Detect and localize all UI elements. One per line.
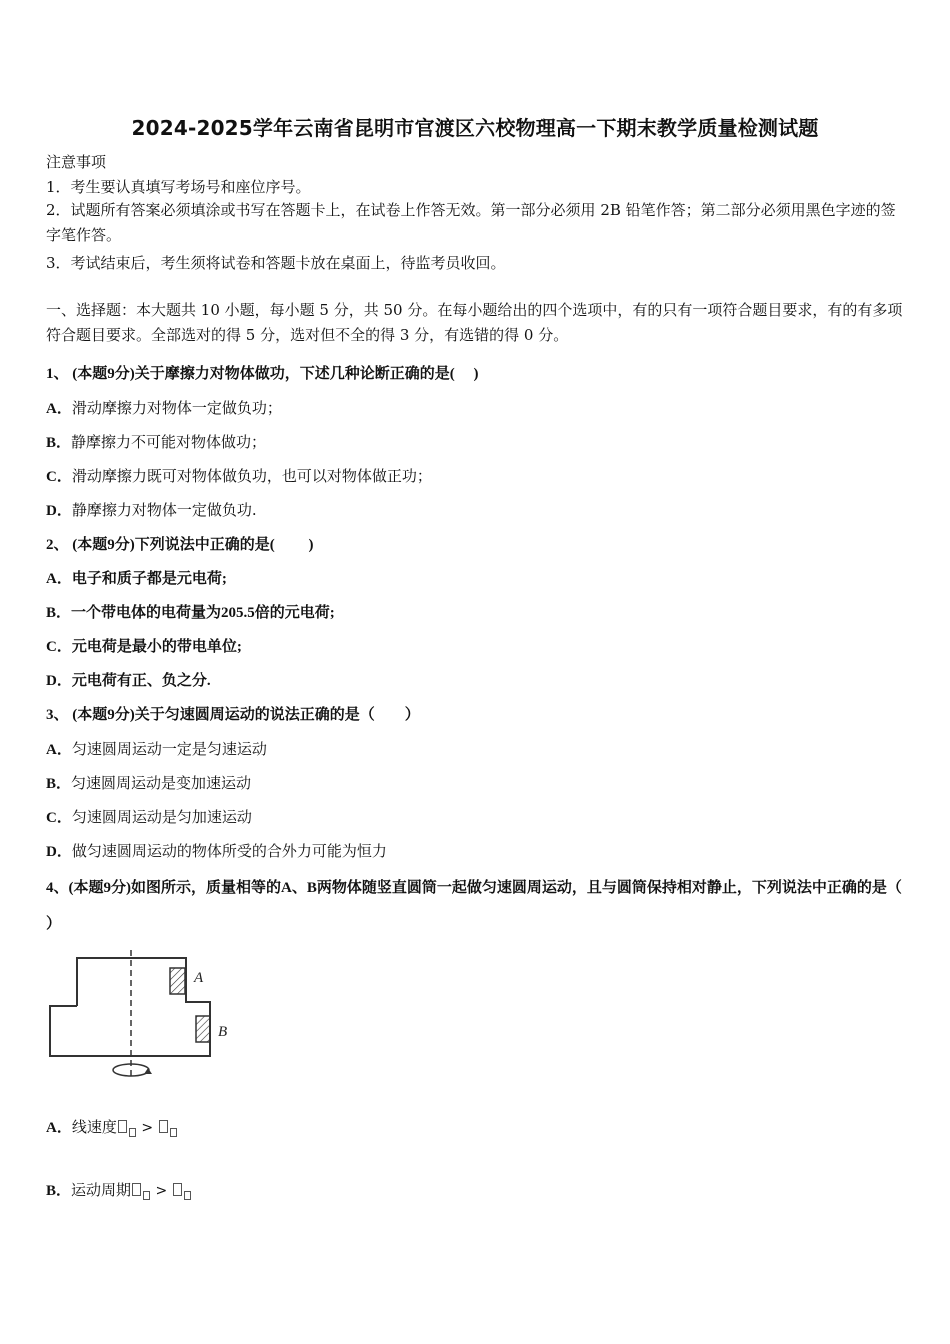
q3-option-a bbox=[46, 739, 267, 760]
notice-item-1: 1．考生要认真填写考场号和座位序号。 bbox=[46, 178, 311, 196]
notice-heading: 注意事项 bbox=[46, 153, 107, 171]
q2-option-c bbox=[46, 637, 242, 657]
missing-glyph-icon bbox=[143, 1191, 150, 1200]
option-letter: C． bbox=[46, 639, 72, 655]
notice-item-3: 3．考试结束后，考生须将试卷和答题卡放在桌面上，待监考员收回。 bbox=[46, 254, 506, 272]
option-letter: A． bbox=[46, 1120, 72, 1136]
missing-glyph-icon bbox=[129, 1128, 136, 1137]
option-text: 静摩擦力不可能对物体做功； bbox=[71, 433, 267, 451]
section-intro: 一、选择题：本大题共 10 小题，每小题 5 分，共 50 分。在每小题给出的四个选项中，有的只有一项符合题目要求，有的有多项符合题目要求。全部选对的得 5 分，选对但不全的得 3 分，有选错的得 0 分。 bbox=[46, 301, 903, 344]
option-text: 滑动摩擦力既可对物体做负功，也可以对物体做正功； bbox=[71, 467, 432, 485]
option-letter: D． bbox=[46, 503, 72, 519]
missing-glyph-icon bbox=[173, 1183, 182, 1196]
option-letter: B． bbox=[46, 1183, 72, 1199]
option-text: 滑动摩擦力对物体一定做负功； bbox=[71, 399, 282, 417]
option-letter: B． bbox=[46, 605, 72, 621]
relation-symbol: > bbox=[141, 1120, 154, 1136]
q2-option-b bbox=[46, 603, 335, 623]
block-a bbox=[170, 968, 185, 994]
option-letter: A． bbox=[46, 742, 72, 758]
missing-glyph-icon bbox=[159, 1120, 168, 1133]
question-3-stem: 3、 (本题9分)关于匀速圆周运动的说法正确的是（ ） bbox=[46, 707, 420, 723]
option-letter: C． bbox=[46, 469, 72, 485]
q1-option-b bbox=[46, 432, 266, 453]
question-2-stem: 2、 (本题9分)下列说法中正确的是( ) bbox=[46, 537, 314, 553]
option-text: 匀速圆周运动是变加速运动 bbox=[71, 774, 252, 792]
q3-option-b bbox=[46, 773, 251, 794]
option-text: 一个带电体的电荷量为205.5倍的元电荷; bbox=[71, 605, 335, 621]
option-letter: D． bbox=[46, 673, 72, 689]
missing-glyph-icon bbox=[118, 1120, 127, 1133]
missing-glyph-icon bbox=[184, 1191, 191, 1200]
label-a: A bbox=[194, 970, 204, 986]
option-text: 元电荷有正、负之分. bbox=[71, 673, 211, 689]
question-4-stem: 4、(本题9分)如图所示，质量相等的A、B两物体随竖直圆筒一起做匀速圆周运动，且与圆筒保持相对静止，下列说法中正确的是（ ） bbox=[46, 880, 921, 932]
page-title: 2024-2025学年云南省昆明市官渡区六校物理高一下期末教学质量检测试题 bbox=[131, 116, 819, 140]
option-text: 元电荷是最小的带电单位; bbox=[71, 639, 242, 655]
option-text: 电子和质子都是元电荷; bbox=[71, 571, 227, 587]
notice-item-2: 2．试题所有答案必须填涂或书写在答题卡上，在试卷上作答无效。第一部分必须用 2B 铅笔作答；第二部分必须用黑色字迹的签字笔作答。 bbox=[46, 201, 896, 244]
option-text: 运动周期 bbox=[71, 1181, 132, 1199]
option-letter: A． bbox=[46, 401, 72, 417]
q1-option-a bbox=[46, 398, 282, 419]
label-b: B bbox=[218, 1024, 228, 1040]
q2-option-d bbox=[46, 671, 211, 691]
relation-symbol: > bbox=[155, 1183, 168, 1199]
option-text: 匀速圆周运动一定是匀速运动 bbox=[71, 740, 267, 758]
option-letter: B． bbox=[46, 435, 72, 451]
missing-glyph-icon bbox=[170, 1128, 177, 1137]
q3-option-c bbox=[46, 807, 252, 828]
block-b bbox=[196, 1016, 210, 1042]
question-1-stem: 1、 (本题9分)关于摩擦力对物体做功，下述几种论断正确的是( ) bbox=[46, 366, 479, 382]
option-letter: B． bbox=[46, 776, 72, 792]
q3-option-d bbox=[46, 841, 387, 862]
q4-option-a bbox=[46, 1117, 178, 1138]
option-letter: C． bbox=[46, 810, 72, 826]
velocity-relation bbox=[117, 1120, 178, 1136]
option-text: 静摩擦力对物体一定做负功. bbox=[71, 501, 257, 519]
missing-glyph-icon bbox=[132, 1183, 141, 1196]
cylinder-outline bbox=[50, 958, 210, 1056]
q1-option-c bbox=[46, 466, 432, 487]
q4-option-b bbox=[46, 1180, 192, 1201]
option-text: 匀速圆周运动是匀加速运动 bbox=[71, 808, 252, 826]
option-letter: D． bbox=[46, 844, 72, 860]
rotating-cylinder-figure bbox=[44, 950, 244, 1090]
option-letter: A． bbox=[46, 571, 72, 587]
option-text: 做匀速圆周运动的物体所受的合外力可能为恒力 bbox=[71, 842, 387, 860]
q1-option-d bbox=[46, 500, 257, 521]
q2-option-a bbox=[46, 569, 227, 589]
option-text: 线速度 bbox=[71, 1118, 117, 1136]
period-relation bbox=[131, 1183, 192, 1199]
